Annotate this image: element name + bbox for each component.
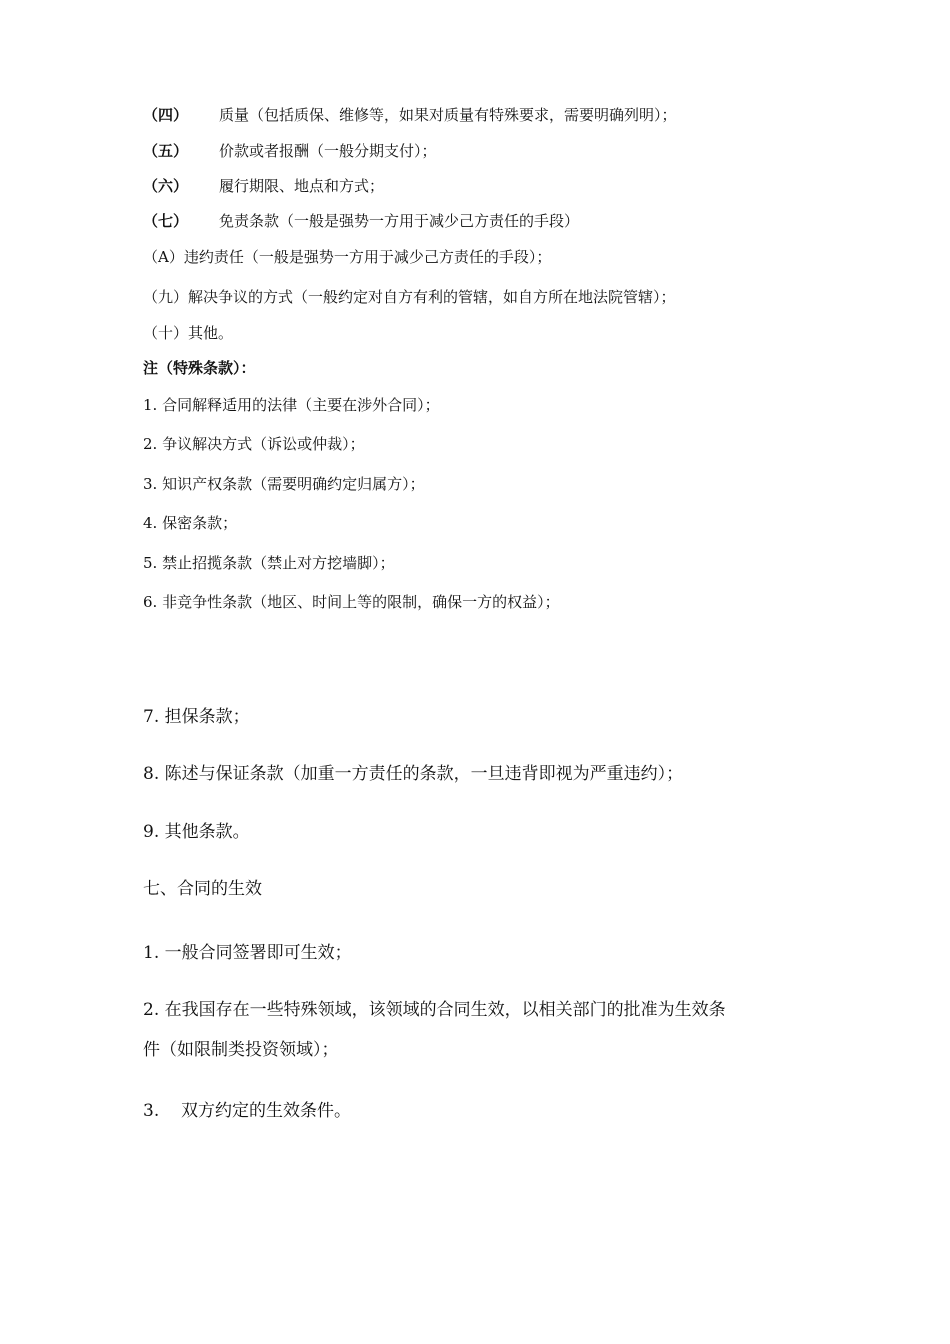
clause-item-a: （A）违约责任（一般是强势一方用于减少己方责任的手段）； — [143, 248, 552, 266]
clause-item-5 — [143, 144, 437, 159]
clause-item-4 — [143, 108, 677, 123]
note-item-8: 8. 陈述与保证条款（加重一方责任的条款，一旦违背即视为严重违约）； — [143, 764, 684, 784]
note-item-6: 6. 非竞争性条款（地区、时间上等的限制，确保一方的权益）； — [143, 593, 560, 611]
clause-item-7 — [143, 214, 579, 229]
effect-item-1: 1. 一般合同签署即可生效； — [143, 943, 352, 963]
note-heading: 注（特殊条款）： — [143, 359, 256, 377]
note-item-5: 5. 禁止招揽条款（禁止对方挖墙脚）； — [143, 554, 395, 572]
clause-text: 履行期限、地点和方式； — [219, 177, 385, 195]
clause-text: 价款或者报酬（一般分期支付）； — [219, 142, 437, 160]
effect-item-2-continued: 件（如限制类投资领域）； — [143, 1040, 339, 1060]
effect-item-2: 2. 在我国存在一些特殊领域，该领域的合同生效，以相关部门的批准为生效条 — [143, 1000, 726, 1020]
note-item-4: 4. 保密条款； — [143, 514, 238, 532]
clause-label: （四） — [143, 106, 189, 124]
clause-text: 质量（包括质保、维修等，如果对质量有特殊要求，需要明确列明）； — [219, 106, 677, 124]
section-heading: 七、合同的生效 — [143, 879, 262, 899]
note-item-9: 9. 其他条款。 — [143, 822, 250, 842]
clause-label: （五） — [143, 142, 189, 160]
clause-label: （六） — [143, 177, 189, 195]
clause-item-6 — [143, 179, 384, 194]
effect-item-3-number: 3. — [143, 1101, 160, 1121]
clause-text: 免责条款（一般是强势一方用于减少己方责任的手段） — [219, 212, 580, 230]
clause-item-10: （十）其他。 — [143, 324, 234, 342]
note-item-1: 1. 合同解释适用的法律（主要在涉外合同）； — [143, 396, 440, 414]
clause-label: （七） — [143, 212, 189, 230]
clause-item-9: （九）解决争议的方式（一般约定对自方有利的管辖，如自方所在地法院管辖）； — [143, 288, 676, 306]
effect-item-3-text: 双方约定的生效条件。 — [181, 1101, 351, 1121]
note-item-3: 3. 知识产权条款（需要明确约定归属方）； — [143, 475, 425, 493]
note-item-7: 7. 担保条款； — [143, 707, 250, 727]
effect-item-3 — [143, 1103, 351, 1120]
note-item-2: 2. 争议解决方式（诉讼或仲裁）； — [143, 435, 365, 453]
